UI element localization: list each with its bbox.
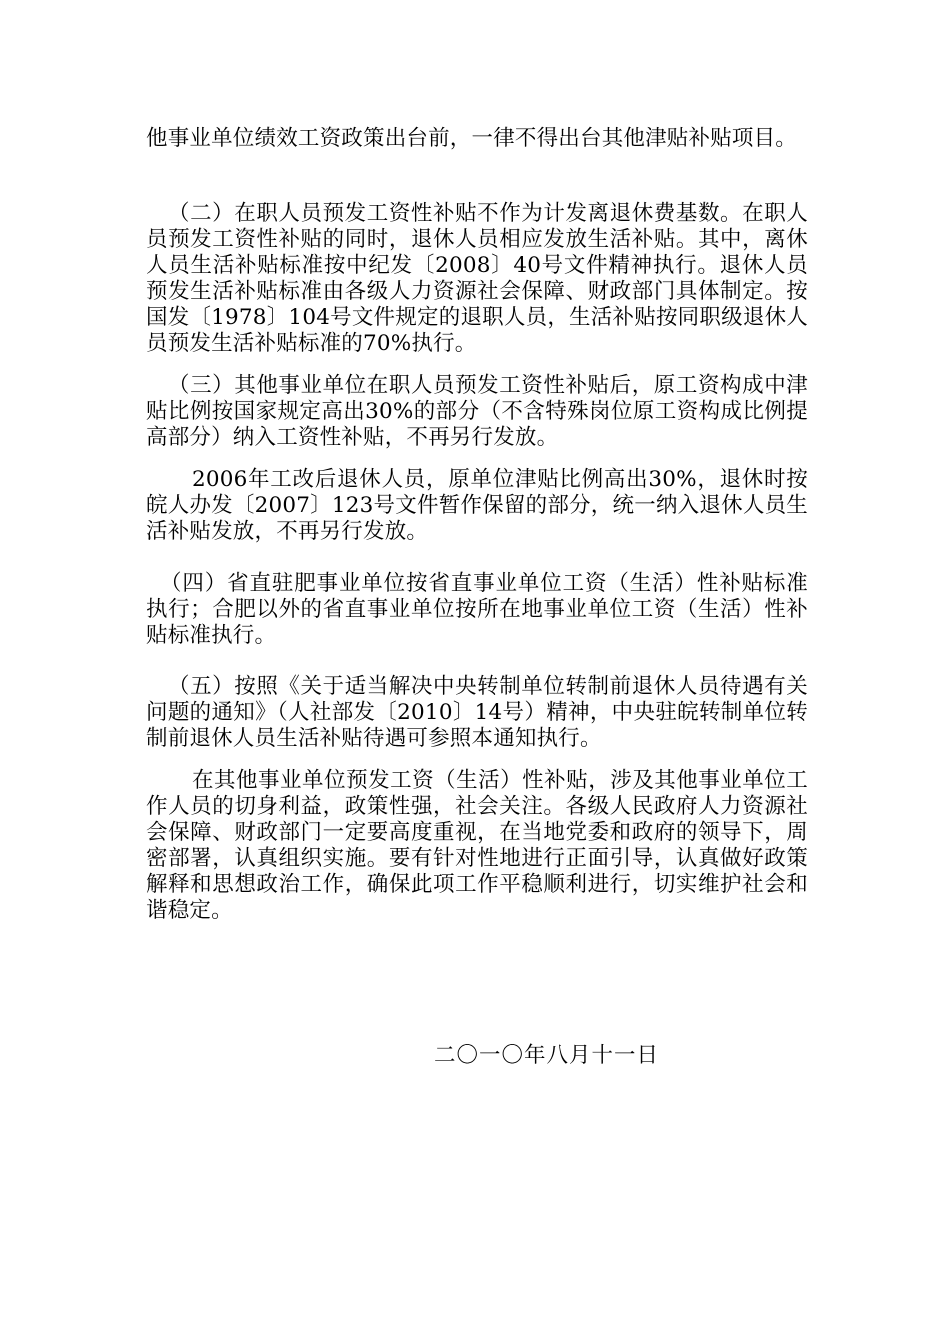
paragraph-item-3: （三）其他事业单位在职人员预发工资性补贴后，原工资构成中津贴比例按国家规定高出30%的部分（不含特殊岗位原工资构成比例提高部分）纳入工资性补贴，不再另行发放。 [146, 373, 808, 450]
paragraph-closing: 在其他事业单位预发工资（生活）性补贴，涉及其他事业单位工作人员的切身利益，政策性强，社会关注。各级人民政府人力资源社会保障、财政部门一定要高度重视，在当地党委和政府的领导下，周密部署，认真组织实施。要有针对性地进行正面引导，认真做好政策解释和思想政治工作，确保此项工作平稳顺利进行，切实维护社会和谐稳定。 [146, 768, 808, 923]
paragraph-item-5: （五）按照《关于适当解决中央转制单位转制前退休人员待遇有关问题的通知》（人社部发〔2010〕14号）精神，中央驻皖转制单位转制前退休人员生活补贴待遇可参照本通知执行。 [146, 674, 808, 751]
paragraph-retirees-2006: 2006年工改后退休人员，原单位津贴比例高出30%，退休时按皖人办发〔2007〕123号文件暂作保留的部分，统一纳入退休人员生活补贴发放，不再另行发放。 [146, 467, 808, 544]
paragraph-item-4: （四）省直驻肥事业单位按省直事业单位工资（生活）性补贴标准执行；合肥以外的省直事业单位按所在地事业单位工资（生活）性补贴标准执行。 [146, 571, 808, 648]
paragraph-item-2: （二）在职人员预发工资性补贴不作为计发离退休费基数。在职人员预发工资性补贴的同时，退休人员相应发放生活补贴。其中，离休人员生活补贴标准按中纪发〔2008〕40号文件精神执行。退休人员预发生活补贴标准由各级人力资源社会保障、财政部门具体制定。按国发〔1978〕104号文件规定的退职人员，生活补贴按同职级退休人员预发生活补贴标准的70%执行。 [146, 201, 808, 356]
paragraph-continuation: 他事业单位绩效工资政策出台前，一律不得出台其他津贴补贴项目。 [146, 126, 798, 151]
document-date: 二〇一〇年八月十一日 [434, 1043, 660, 1068]
